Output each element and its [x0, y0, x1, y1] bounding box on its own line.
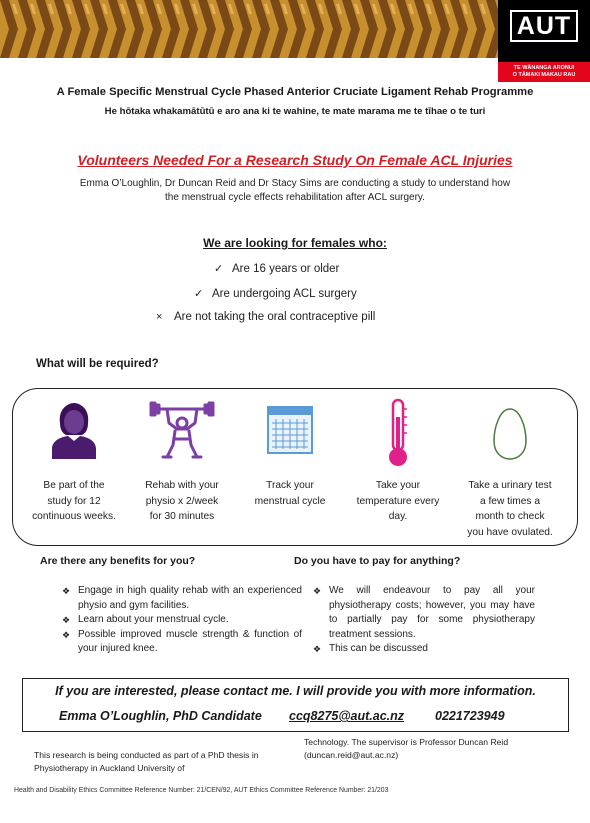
bullet-icon: ❖	[313, 586, 322, 596]
payment-title: Do you have to pay for anything?	[294, 555, 461, 567]
footer-supervisor-note: Technology. The supervisor is Professor Duncan Reid (duncan.reid@aut.ac.nz)	[304, 737, 509, 760]
list-item: ❖ Learn about your menstrual cycle.	[62, 613, 302, 628]
benefits-title: Are there any benefits for you?	[40, 555, 196, 567]
bullet-icon: ❖	[62, 615, 71, 625]
check-icon: ✓	[214, 263, 224, 275]
contact-phone: 0221723949	[435, 709, 505, 723]
requirement-text: Take a urinary test a few times a month to check you have ovulated.	[467, 480, 553, 538]
requirement-text: Track your menstrual cycle	[254, 480, 326, 507]
egg-icon	[492, 407, 528, 461]
contact-name: Emma O’Loughlin, PhD Candidate	[59, 709, 262, 723]
intro-text: Emma O’Loughlin, Dr Duncan Reid and Dr Stacy Sims are conducting a study to understand how the menstrual cycle effects rehabilitation after ACL surgery.	[79, 178, 511, 203]
aut-logo	[498, 0, 590, 82]
footer-research-note: This research is being conducted as part of a PhD thesis in Physiotherapy in Auckland University of	[34, 750, 259, 773]
criterion-surgery: ✓ Are undergoing ACL surgery	[194, 288, 357, 300]
benefits-list	[62, 584, 302, 657]
required-title: What will be required?	[36, 358, 159, 370]
page-subtitle: He hōtaka whakamātūtū e aro ana ki te wahine, te mate marama me te tīhae o te turi	[104, 106, 486, 117]
contact-box	[22, 678, 569, 732]
bullet-icon: ❖	[313, 644, 322, 654]
ethics-reference: Health and Disability Ethics Committee Reference Number: 21/CEN/92, AUT Ethics Committee Reference Number: 21/203	[14, 787, 389, 794]
cross-icon: ×	[156, 311, 163, 323]
criterion-age: ✓ Are 16 years or older	[214, 263, 340, 275]
requirement-text: Be part of the study for 12 continuous weeks.	[32, 480, 116, 522]
payment-list	[313, 584, 535, 657]
looking-title: We are looking for females who:	[203, 236, 387, 250]
person-icon	[48, 401, 100, 459]
check-icon: ✓	[194, 288, 204, 300]
headline: Volunteers Needed For a Research Study On Female ACL Injuries	[77, 152, 513, 168]
contact-invite: If you are interested, please contact me. I will provide you with more information.	[55, 684, 536, 698]
bullet-icon: ❖	[62, 629, 71, 640]
list-item: ❖ We will endeavour to pay all your physiotherapy costs; however, you may have to partially pay for some physiotherapy treatment sessions.	[313, 585, 535, 640]
list-item: ❖ Engage in high quality rehab with an experienced physio and gym facilities.	[62, 585, 302, 611]
requirements-box	[12, 388, 578, 546]
weightlifter-icon	[147, 401, 217, 461]
list-item: ❖ Possible improved muscle strength & function of your injured knee.	[62, 628, 302, 654]
requirement-text: Rehab with your physio x 2/week for 30 minutes	[145, 480, 219, 522]
contact-email-link[interactable]: ccq8275@aut.ac.nz	[289, 709, 405, 723]
bullet-icon: ❖	[62, 586, 71, 596]
logo-text: AUT	[510, 10, 578, 42]
calendar-icon	[265, 401, 315, 457]
logo-subtitle: TE WĀNANGA ARONUI O TĀMAKI MAKAU RAU	[498, 62, 590, 82]
thermometer-icon	[383, 397, 413, 469]
page-title: A Female Specific Menstrual Cycle Phased Anterior Cruciate Ligament Rehab Programme	[56, 86, 534, 98]
list-item: ❖ This can be discussed	[313, 642, 535, 657]
requirement-text: Take your temperature every day.	[356, 480, 440, 522]
criterion-contraceptive: × Are not taking the oral contraceptive pill	[156, 311, 376, 323]
